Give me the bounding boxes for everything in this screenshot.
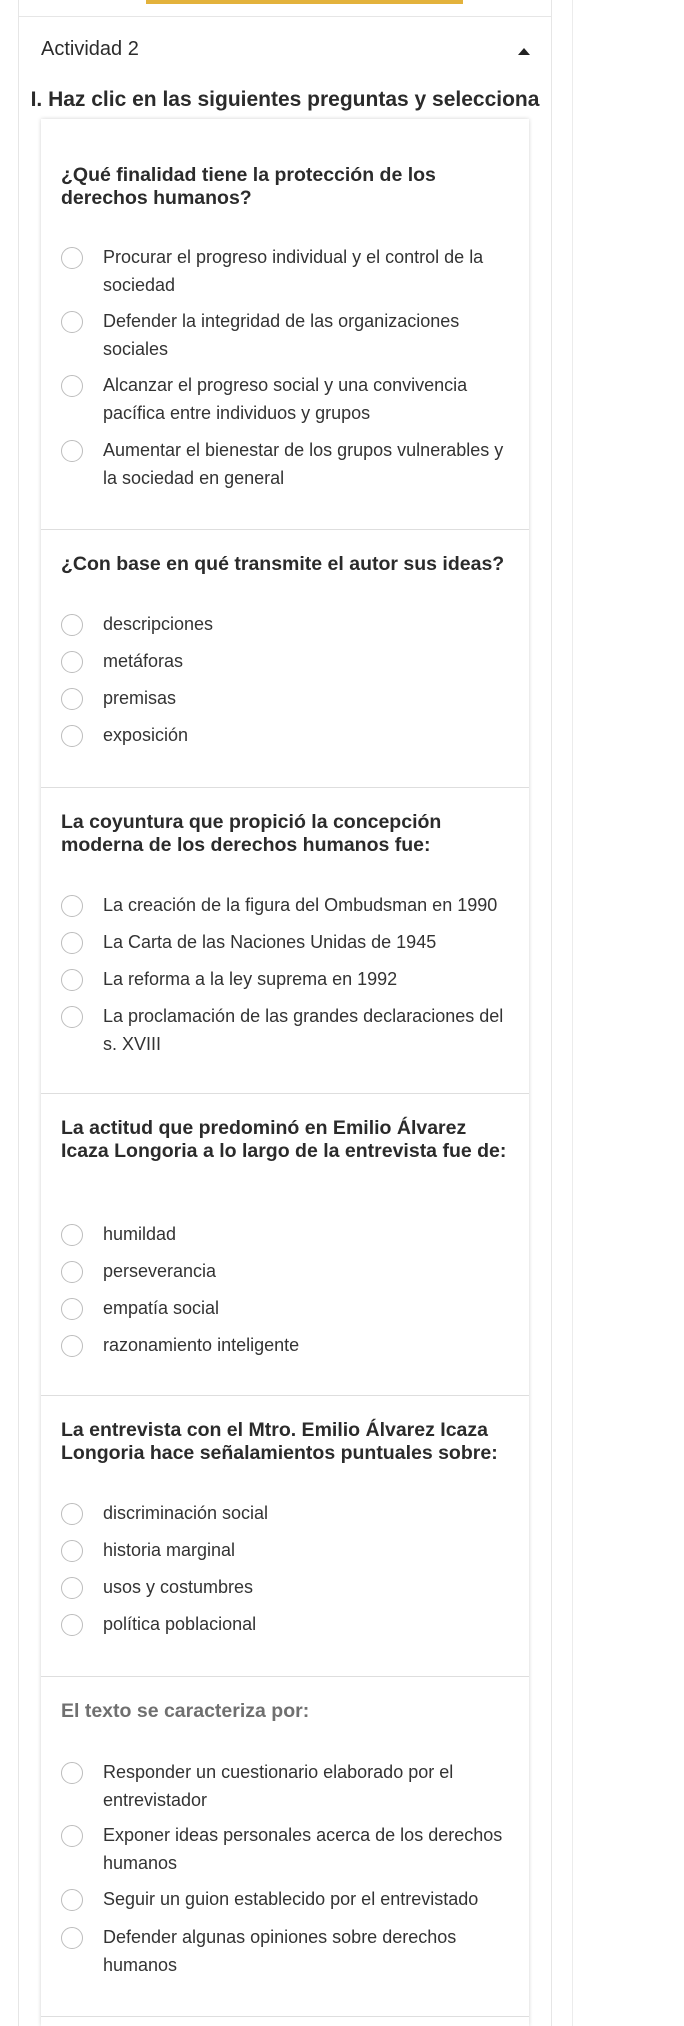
instruction-heading: I. Haz clic en las siguientes preguntas y selecciona [30,88,540,111]
radio-button[interactable] [61,614,83,636]
answer-label: Responder un cuestionario elaborado por el entrevistador [103,1762,454,1810]
answer-label: humildad [103,1224,177,1244]
question-text: El texto se caracteriza por: [61,1700,310,1722]
radio-button[interactable] [61,1335,83,1357]
answer-label: Alcanzar el progreso social y una convivencia pacífica entre individuos y grupos [103,375,468,423]
answer-label: Procurar el progreso individual y el control de la sociedad [103,247,484,295]
radio-button[interactable] [61,969,83,991]
radio-button[interactable] [61,1614,83,1636]
radio-button[interactable] [61,1889,83,1911]
radio-button[interactable] [61,651,83,673]
answer-label: La Carta de las Naciones Unidas de 1945 [103,932,437,952]
question-1 [41,119,529,530]
question-2 [41,529,529,788]
radio-button[interactable] [61,688,83,710]
answer-label: empatía social [103,1298,220,1318]
answer-label: perseverancia [103,1261,217,1281]
activity-panel [18,0,552,2026]
answer-label: Exponer ideas personales acerca de los derechos humanos [103,1825,503,1873]
radio-button[interactable] [61,725,83,747]
radio-button[interactable] [61,375,83,397]
answer-label: premisas [103,688,177,708]
answer-label: metáforas [103,651,184,671]
divider [19,16,551,17]
answer-label: razonamiento inteligente [103,1335,300,1355]
radio-button[interactable] [61,1927,83,1949]
radio-button[interactable] [61,247,83,269]
answer-label: historia marginal [103,1540,236,1560]
answer-label: Defender algunas opiniones sobre derechos humanos [103,1927,457,1975]
collapse-caret-icon[interactable] [518,48,530,55]
answer-label: Defender la integridad de las organizaciones sociales [103,311,460,359]
radio-button[interactable] [61,895,83,917]
quiz-card [41,119,529,2026]
answer-label: discriminación social [103,1503,269,1523]
radio-button[interactable] [61,1503,83,1525]
answer-label: La creación de la figura del Ombudsman en 1990 [103,895,498,915]
radio-button[interactable] [61,1762,83,1784]
answer-label: La proclamación de las grandes declaraciones del s. XVIII [103,1006,504,1054]
radio-button[interactable] [61,1261,83,1283]
accent-bar [146,0,463,4]
radio-button[interactable] [61,440,83,462]
question-text: La coyuntura que propició la concepción moderna de los derechos humanos fue: [61,811,442,856]
activity-title: Actividad 2 [41,38,139,60]
question-text: La actitud que predominó en Emilio Álvarez Icaza Longoria a lo largo de la entrevista fue de: [61,1117,507,1162]
question-text: ¿Con base en qué transmite el autor sus ideas? [61,553,505,575]
radio-button[interactable] [61,1298,83,1320]
answer-label: Seguir un guion establecido por el entrevistado [103,1889,479,1909]
radio-button[interactable] [61,1540,83,1562]
page-edge-rule [572,0,573,2026]
answer-label: usos y costumbres [103,1577,254,1597]
activity-header[interactable] [19,30,551,72]
answer-label: Aumentar el bienestar de los grupos vulnerables y la sociedad en general [103,440,504,488]
question-5 [41,1395,529,1677]
answer-label: descripciones [103,614,214,634]
question-3 [41,787,529,1094]
radio-button[interactable] [61,1006,83,1028]
answer-label: política poblacional [103,1614,257,1634]
answer-label: exposición [103,725,189,745]
question-4 [41,1093,529,1396]
question-text: ¿Qué finalidad tiene la protección de los derechos humanos? [61,164,436,209]
question-6 [41,1676,529,2017]
answer-label: La reforma a la ley suprema en 1992 [103,969,398,989]
radio-button[interactable] [61,1825,83,1847]
question-text: La entrevista con el Mtro. Emilio Álvarez Icaza Longoria hace señalamientos puntuales sobre: [61,1419,498,1464]
radio-button[interactable] [61,932,83,954]
radio-button[interactable] [61,1224,83,1246]
radio-button[interactable] [61,311,83,333]
radio-button[interactable] [61,1577,83,1599]
